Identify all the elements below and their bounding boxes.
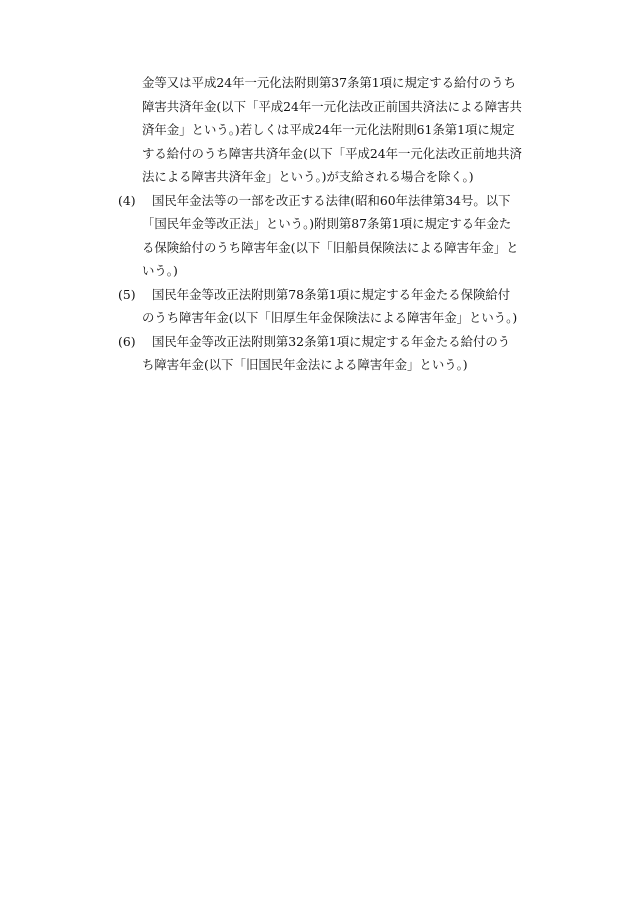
item-number: (6) [118, 333, 136, 349]
item-continuation: 「国民年金等改正法」という。)附則第87条第1項に規定する年金た [142, 216, 512, 231]
item-text: 国民年金等改正法附則第32条第1項に規定する年金たる給付のう [152, 333, 511, 349]
paragraph-line: 済年金」という。)若しくは平成24年一元化法附則61条第1項に規定 [142, 122, 515, 137]
item-continuation: のうち障害年金(以下「旧厚生年金保険法による障害年金」という。) [142, 310, 518, 325]
list-item [118, 189, 528, 283]
list-item [118, 283, 528, 330]
item-continuation: ち障害年金(以下「旧国民年金法による障害年金」という。) [142, 357, 468, 372]
paragraph-line: 法による障害共済年金」という。)が支給される場合を除く。) [142, 169, 474, 184]
paragraph-line: 金等又は平成24年一元化法附則第37条第1項に規定する給付のうち [142, 75, 516, 90]
item-continuation: いう。) [142, 263, 178, 278]
document-body [118, 71, 528, 377]
item-number: (5) [118, 286, 136, 302]
item-text: 国民年金法等の一部を改正する法律(昭和60年法律第34号。以下 [152, 192, 511, 208]
list-item [118, 330, 528, 377]
paragraph-line: する給付のうち障害共済年金(以下「平成24年一元化法改正前地共済 [142, 145, 522, 161]
item-text: 国民年金等改正法附則第78条第1項に規定する年金たる保険給付 [152, 286, 511, 302]
item-number: (4) [118, 192, 136, 208]
item-continuation: る保険給付のうち障害年金(以下「旧船員保険法による障害年金」と [142, 239, 519, 255]
paragraph-line: 障害共済年金(以下「平成24年一元化法改正前国共済法による障害共 [142, 98, 522, 114]
